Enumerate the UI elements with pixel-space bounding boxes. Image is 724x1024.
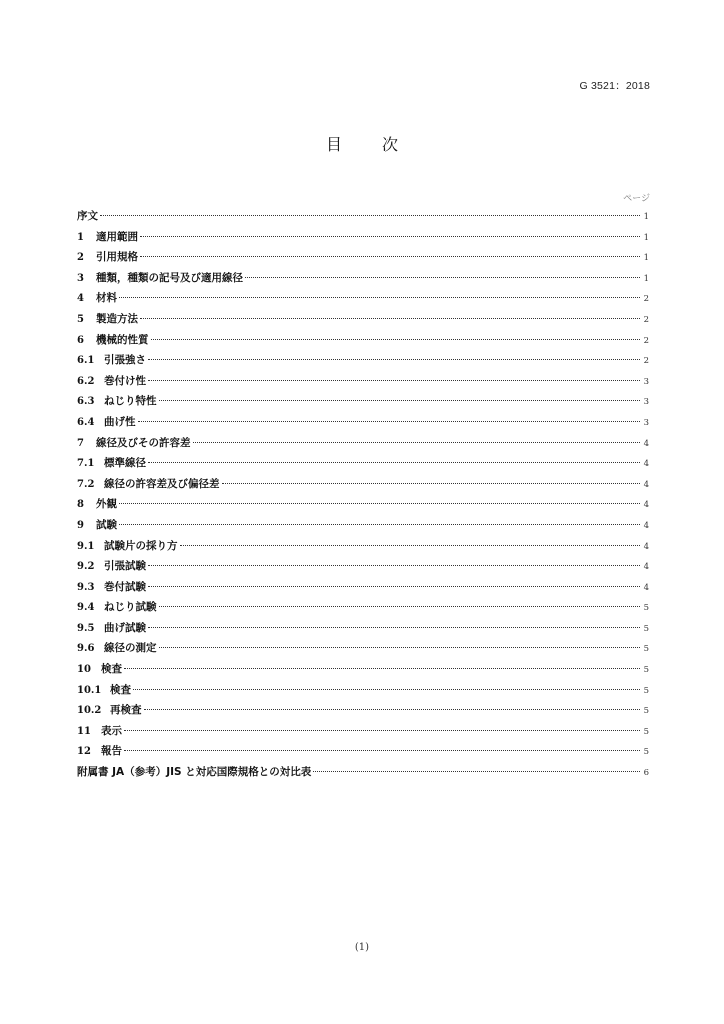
toc-entry-label: 巻付試験 xyxy=(104,580,146,593)
dot-leader xyxy=(148,565,640,566)
toc-entry-number: 2 xyxy=(77,252,84,264)
toc-entry-number: 7 xyxy=(77,437,84,449)
toc-entry-label: 巻付け性 xyxy=(104,374,146,387)
toc-entry-label: 試験 xyxy=(96,518,117,531)
toc-entry-page: 1 xyxy=(643,273,649,284)
dot-leader xyxy=(140,236,640,237)
toc-entry-6-1[interactable] xyxy=(77,350,649,371)
toc-entry-9[interactable] xyxy=(77,515,649,536)
toc-entry-number: 9 xyxy=(77,519,84,531)
toc-entry-foreword[interactable] xyxy=(77,206,649,227)
dot-leader xyxy=(148,586,640,587)
toc-entry-9-4[interactable] xyxy=(77,597,649,618)
toc-entry-10-2[interactable] xyxy=(77,700,649,721)
toc-entry-9-2[interactable] xyxy=(77,556,649,577)
table-of-contents xyxy=(77,206,649,783)
dot-leader xyxy=(159,400,641,401)
toc-entry-6-2[interactable] xyxy=(77,371,649,392)
toc-entry-page: 1 xyxy=(643,212,649,222)
toc-entry-number: 9.5 xyxy=(77,622,95,634)
toc-entry-label: 線径及びその許容差 xyxy=(96,436,191,449)
toc-entry-page: 5 xyxy=(643,665,649,676)
toc-entry-page: 1 xyxy=(643,232,649,243)
toc-entry-9-6[interactable] xyxy=(77,638,649,659)
dot-leader xyxy=(119,524,640,525)
toc-entry-page: 2 xyxy=(643,314,649,325)
toc-entry-7-1[interactable] xyxy=(77,453,649,474)
toc-entry-page: 5 xyxy=(643,644,649,655)
toc-entry-number: 6 xyxy=(77,334,84,346)
toc-entry-number: 10.2 xyxy=(77,705,102,717)
toc-entry-label: 引張試験 xyxy=(104,560,146,573)
toc-entry-9-3[interactable] xyxy=(77,577,649,598)
toc-entry-page: 5 xyxy=(643,685,649,696)
dot-leader xyxy=(159,606,641,607)
toc-entry-10[interactable] xyxy=(77,659,649,680)
toc-entry-page: 5 xyxy=(643,726,649,737)
dot-leader xyxy=(148,380,640,381)
toc-title: 目 次 xyxy=(325,135,410,154)
toc-entry-label: 引張強さ xyxy=(104,354,146,367)
toc-entry-1[interactable] xyxy=(77,227,649,248)
toc-entry-label: 製造方法 xyxy=(96,312,138,325)
toc-entry-number: 9.1 xyxy=(77,540,95,552)
dot-leader xyxy=(124,750,640,751)
toc-entry-label: 試験片の採り方 xyxy=(104,539,178,552)
toc-entry-number: 6.3 xyxy=(77,396,95,408)
toc-entry-page: 3 xyxy=(643,397,649,408)
dot-leader xyxy=(140,256,640,257)
toc-entry-label: 標準線径 xyxy=(104,457,146,470)
toc-entry-page: 4 xyxy=(643,582,649,593)
toc-entry-label: 種類，種類の記号及び適用線径 xyxy=(96,271,243,284)
toc-entry-label: 再検査 xyxy=(110,704,142,717)
toc-entry-label: 曲げ性 xyxy=(104,415,136,428)
toc-entry-page: 2 xyxy=(643,356,649,367)
toc-entry-page: 3 xyxy=(643,376,649,387)
dot-leader xyxy=(313,771,640,772)
toc-entry-number: 11 xyxy=(77,725,91,737)
toc-entry-page: 4 xyxy=(643,500,649,511)
toc-entry-9-5[interactable] xyxy=(77,618,649,639)
toc-entry-number: 10.1 xyxy=(77,684,102,696)
toc-entry-page: 2 xyxy=(643,294,649,305)
toc-entry-page: 1 xyxy=(643,253,649,264)
dot-leader xyxy=(133,689,640,690)
toc-entry-label: 序文 xyxy=(77,210,98,222)
dot-leader xyxy=(180,545,641,546)
toc-entry-5[interactable] xyxy=(77,309,649,330)
dot-leader xyxy=(100,215,640,216)
toc-entry-page: 6 xyxy=(643,768,649,779)
toc-entry-number: 8 xyxy=(77,499,84,511)
toc-entry-number: 6.2 xyxy=(77,375,95,387)
toc-entry-number: 6.4 xyxy=(77,416,95,428)
dot-leader xyxy=(144,709,641,710)
dot-leader xyxy=(245,277,640,278)
toc-entry-number: 12 xyxy=(77,746,91,758)
dot-leader xyxy=(124,668,640,669)
toc-entry-page: 5 xyxy=(643,747,649,758)
toc-entry-label: ねじり試験 xyxy=(104,601,157,614)
dot-leader xyxy=(148,627,640,628)
toc-entry-number: 6.1 xyxy=(77,355,95,367)
toc-entry-page: 5 xyxy=(643,706,649,717)
toc-entry-6-4[interactable] xyxy=(77,412,649,433)
toc-entry-label: 引用規格 xyxy=(96,251,138,264)
toc-entry-4[interactable] xyxy=(77,288,649,309)
toc-entry-label: 線径の許容差及び偏径差 xyxy=(104,477,220,490)
toc-entry-label: 表示 xyxy=(101,724,122,737)
toc-entry-number: 9.6 xyxy=(77,643,95,655)
toc-entry-label: 附属書 JA（参考）JIS と対応国際規格との対比表 xyxy=(77,766,312,779)
toc-entry-page: 5 xyxy=(643,603,649,614)
toc-entry-page: 4 xyxy=(643,562,649,573)
toc-entry-label: 検査 xyxy=(101,663,122,676)
toc-entry-8[interactable] xyxy=(77,494,649,515)
dot-leader xyxy=(119,297,640,298)
toc-entry-label: 材料 xyxy=(96,292,117,305)
toc-entry-6[interactable] xyxy=(77,330,649,351)
dot-leader xyxy=(124,730,640,731)
page-number-footer: (1) xyxy=(354,942,370,953)
dot-leader xyxy=(148,462,640,463)
toc-entry-number: 7.2 xyxy=(77,478,95,490)
toc-entry-number: 9.4 xyxy=(77,602,95,614)
toc-entry-number: 10 xyxy=(77,664,91,676)
toc-entry-label: 報告 xyxy=(101,745,122,758)
page-column-label: ページ xyxy=(623,194,650,204)
toc-entry-2[interactable] xyxy=(77,247,649,268)
toc-entry-page: 2 xyxy=(643,335,649,346)
toc-entry-label: 機械的性質 xyxy=(96,333,149,346)
toc-entry-7-2[interactable] xyxy=(77,474,649,495)
dot-leader xyxy=(138,421,641,422)
toc-entry-label: 外観 xyxy=(96,498,117,511)
toc-entry-6-3[interactable] xyxy=(77,391,649,412)
toc-entry-page: 4 xyxy=(643,438,649,449)
toc-entry-page: 4 xyxy=(643,520,649,531)
toc-entry-number: 7.1 xyxy=(77,458,95,470)
toc-entry-7[interactable] xyxy=(77,433,649,454)
toc-entry-12[interactable] xyxy=(77,741,649,762)
toc-entry-10-1[interactable] xyxy=(77,680,649,701)
toc-entry-number: 3 xyxy=(77,272,84,284)
dot-leader xyxy=(222,483,641,484)
toc-entry-page: 5 xyxy=(643,623,649,634)
document-number: G 3521：2018 xyxy=(579,80,650,92)
toc-entry-9-1[interactable] xyxy=(77,536,649,557)
toc-entry-label: 線径の測定 xyxy=(104,642,157,655)
dot-leader xyxy=(119,503,640,504)
toc-entry-3[interactable] xyxy=(77,268,649,289)
toc-entry-number: 4 xyxy=(77,293,84,305)
toc-entry-page: 4 xyxy=(643,541,649,552)
toc-entry-page: 4 xyxy=(643,459,649,470)
dot-leader xyxy=(148,359,640,360)
toc-entry-label: 曲げ試験 xyxy=(104,621,146,634)
toc-entry-number: 1 xyxy=(77,231,84,243)
dot-leader xyxy=(159,647,641,648)
toc-entry-number: 9.3 xyxy=(77,581,95,593)
toc-entry-label: ねじり特性 xyxy=(104,395,157,408)
toc-entry-number: 5 xyxy=(77,313,84,325)
toc-entry-number: 9.2 xyxy=(77,561,95,573)
toc-entry-page: 4 xyxy=(643,479,649,490)
toc-entry-label: 検査 xyxy=(110,683,131,696)
dot-leader xyxy=(193,442,641,443)
dot-leader xyxy=(151,339,641,340)
dot-leader xyxy=(140,318,640,319)
toc-entry-11[interactable] xyxy=(77,721,649,742)
toc-entry-label: 適用範囲 xyxy=(96,230,138,243)
toc-entry-annex-ja[interactable] xyxy=(77,762,649,783)
toc-entry-page: 3 xyxy=(643,417,649,428)
